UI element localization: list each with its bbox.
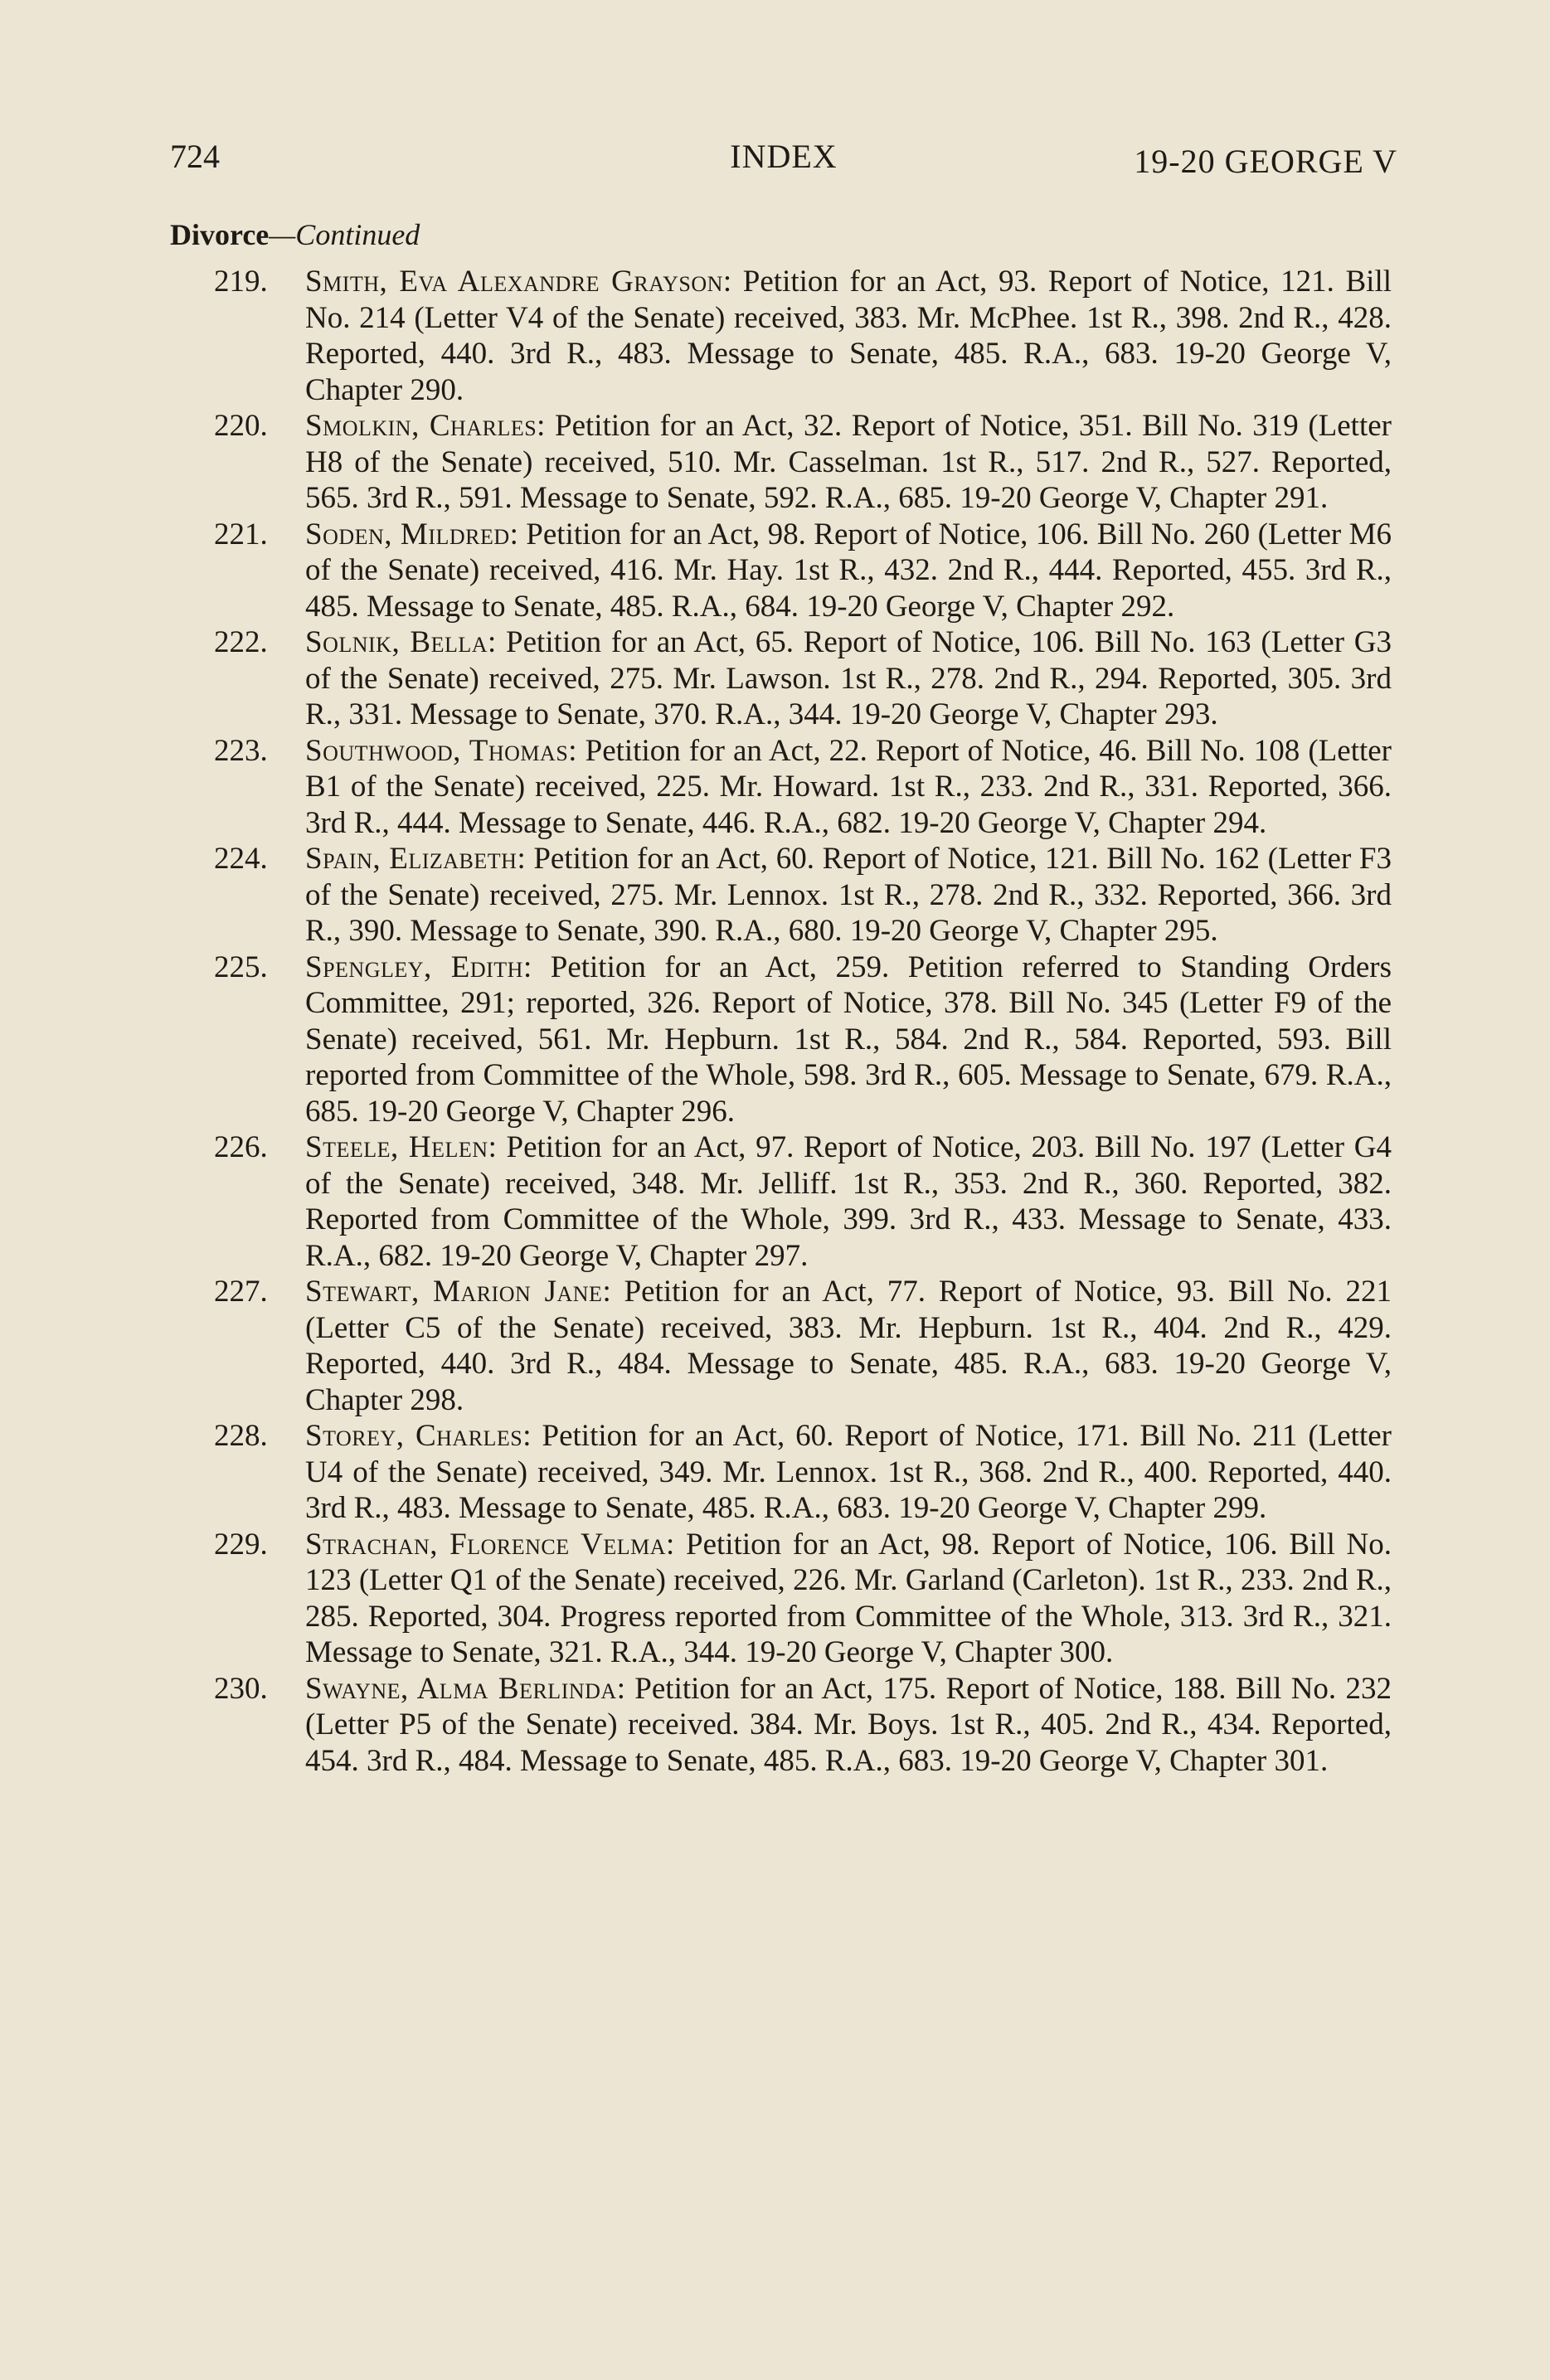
entry-number: 229.: [214, 1527, 268, 1562]
entry-name: Stewart, Marion Jane: [305, 1275, 603, 1309]
entry-number: 224.: [214, 842, 268, 876]
index-entry: [214, 733, 1392, 842]
index-entry: [214, 950, 1392, 1130]
entry-text: : Petition for an Act, 98. Report of Notice, 106. Bill No. 260 (Letter M6 of the Senate) received, 416. Mr. Hay. 1st R., 432. 2nd R., 444. Reported, 455. 3rd R., 485. Message to Senate, 485. R.A., 684. 19-20 George V, Chapter 292.: [305, 517, 1392, 624]
entry-text: : Petition for an Act, 98. Report of Notice, 106. Bill No. 123 (Letter Q1 of the Senate) received, 226. Mr. Garland (Carleton). 1st R., 233. 2nd R., 285. Reported, 304. Progress reported from Committee of the Whole, 313. 3rd R., 321. Message to Senate, 321. R.A., 344. 19-20 George V, Chapter 300.: [305, 1527, 1392, 1669]
entry-name: Southwood, Thomas: [305, 733, 569, 768]
entry-text: : Petition for an Act, 60. Report of Notice, 121. Bill No. 162 (Letter F3 of the Senate) received, 275. Mr. Lennox. 1st R., 278. 2nd R., 332. Reported, 366. 3rd R., 390. Message to Senate, 390. R.A., 680. 19-20 George V, Chapter 295.: [305, 842, 1392, 948]
index-entry: [214, 1274, 1392, 1418]
entry-text: : Petition for an Act, 65. Report of Notice, 106. Bill No. 163 (Letter G3 of the Senate) received, 275. Mr. Lawson. 1st R., 278. 2nd R., 294. Reported, 305. 3rd R., 331. Message to Senate, 370. R.A., 344. 19-20 George V, Chapter 293.: [305, 625, 1392, 731]
entry-text: : Petition for an Act, 259. Petition referred to Standing Orders Committee, 291; reported, 326. Report of Notice, 378. Bill No. 345 (Letter F9 of the Senate) received, 561. Mr. Hepburn. 1st R., 584. 2nd R., 584. Reported, 593. Bill reported from Committee of the Whole, 598. 3rd R., 605. Message to Senate, 679. R.A., 685. 19-20 George V, Chapter 296.: [305, 950, 1392, 1129]
entry-name: Smith, Eva Alexandre Grayson: [305, 265, 723, 299]
index-entry: [214, 517, 1392, 625]
entry-number: 225.: [214, 950, 268, 984]
entry-name: Smolkin, Charles: [305, 409, 537, 443]
entry-text: : Petition for an Act, 93. Report of Notice, 121. Bill No. 214 (Letter V4 of the Senate) received, 383. Mr. McPhee. 1st R., 398. 2nd R., 428. Reported, 440. 3rd R., 483. Message to Senate, 485. R.A., 683. 19-20 George V, Chapter 290.: [305, 265, 1392, 407]
index-entry: [214, 1129, 1392, 1274]
entry-number: 227.: [214, 1275, 268, 1309]
entry-number: 222.: [214, 625, 268, 659]
entry-number: 230.: [214, 1671, 268, 1706]
entry-number: 221.: [214, 517, 268, 551]
entry-text: : Petition for an Act, 97. Report of Notice, 203. Bill No. 197 (Letter G4 of the Senate) received, 348. Mr. Jelliff. 1st R., 353. 2nd R., 360. Reported, 382. Reported from Committee of the Whole, 399. 3rd R., 433. Message to Senate, 433. R.A., 682. 19-20 George V, Chapter 297.: [305, 1130, 1392, 1273]
entry-text: : Petition for an Act, 60. Report of Notice, 171. Bill No. 211 (Letter U4 of the Senate) received, 349. Mr. Lennox. 1st R., 368. 2nd R., 400. Reported, 440. 3rd R., 483. Message to Senate, 485. R.A., 683. 19-20 George V, Chapter 299.: [305, 1419, 1392, 1525]
entry-number: 226.: [214, 1130, 268, 1164]
entry-name: Swayne, Alma Berlinda: [305, 1671, 617, 1706]
page-header: [170, 137, 1397, 187]
entry-name: Storey, Charles: [305, 1419, 523, 1453]
entry-name: Solnik, Bella: [305, 625, 488, 659]
index-entry: [214, 1418, 1392, 1527]
index-entry: [214, 408, 1392, 517]
entry-name: Strachan, Florence Velma: [305, 1527, 667, 1562]
section-heading: [170, 217, 420, 252]
index-entry: [214, 1671, 1392, 1780]
entry-text: : Petition for an Act, 32. Report of Notice, 351. Bill No. 319 (Letter H8 of the Senate) received, 510. Mr. Casselman. 1st R., 517. 2nd R., 527. Reported, 565. 3rd R., 591. Message to Senate, 592. R.A., 685. 19-20 George V, Chapter 291.: [305, 409, 1392, 515]
index-entry: [214, 264, 1392, 408]
entry-number: 220.: [214, 409, 268, 443]
entry-name: Steele, Helen: [305, 1130, 488, 1164]
section-continued: —Continued: [269, 218, 420, 251]
index-entry: [214, 624, 1392, 733]
index-entry: [214, 841, 1392, 950]
page-number: 724: [170, 138, 220, 175]
running-title: INDEX: [730, 138, 838, 175]
section-title: Divorce: [170, 218, 270, 251]
index-entries: [214, 264, 1392, 1779]
entry-number: 228.: [214, 1419, 268, 1453]
entry-text: : Petition for an Act, 77. Report of Notice, 93. Bill No. 221 (Letter C5 of the Senate) received, 383. Mr. Hepburn. 1st R., 404. 2nd R., 429. Reported, 440. 3rd R., 484. Message to Senate, 485. R.A., 683. 19-20 George V, Chapter 298.: [305, 1275, 1392, 1417]
reign-label: 19-20 GEORGE V: [1134, 143, 1397, 180]
entry-name: Spengley, Edith: [305, 950, 523, 984]
entry-text: : Petition for an Act, 175. Report of Notice, 188. Bill No. 232 (Letter P5 of the Senate) received. 384. Mr. Boys. 1st R., 405. 2nd R., 434. Reported, 454. 3rd R., 484. Message to Senate, 485. R.A., 683. 19-20 George V, Chapter 301.: [305, 1671, 1392, 1778]
entry-number: 223.: [214, 733, 268, 768]
entry-text: : Petition for an Act, 22. Report of Notice, 46. Bill No. 108 (Letter B1 of the Senate) received, 225. Mr. Howard. 1st R., 233. 2nd R., 331. Reported, 366. 3rd R., 444. Message to Senate, 446. R.A., 682. 19-20 George V, Chapter 294.: [305, 733, 1392, 840]
index-entry: [214, 1527, 1392, 1671]
entry-name: Spain, Elizabeth: [305, 842, 517, 876]
entry-name: Soden, Mildred: [305, 517, 510, 551]
entry-number: 219.: [214, 265, 268, 299]
